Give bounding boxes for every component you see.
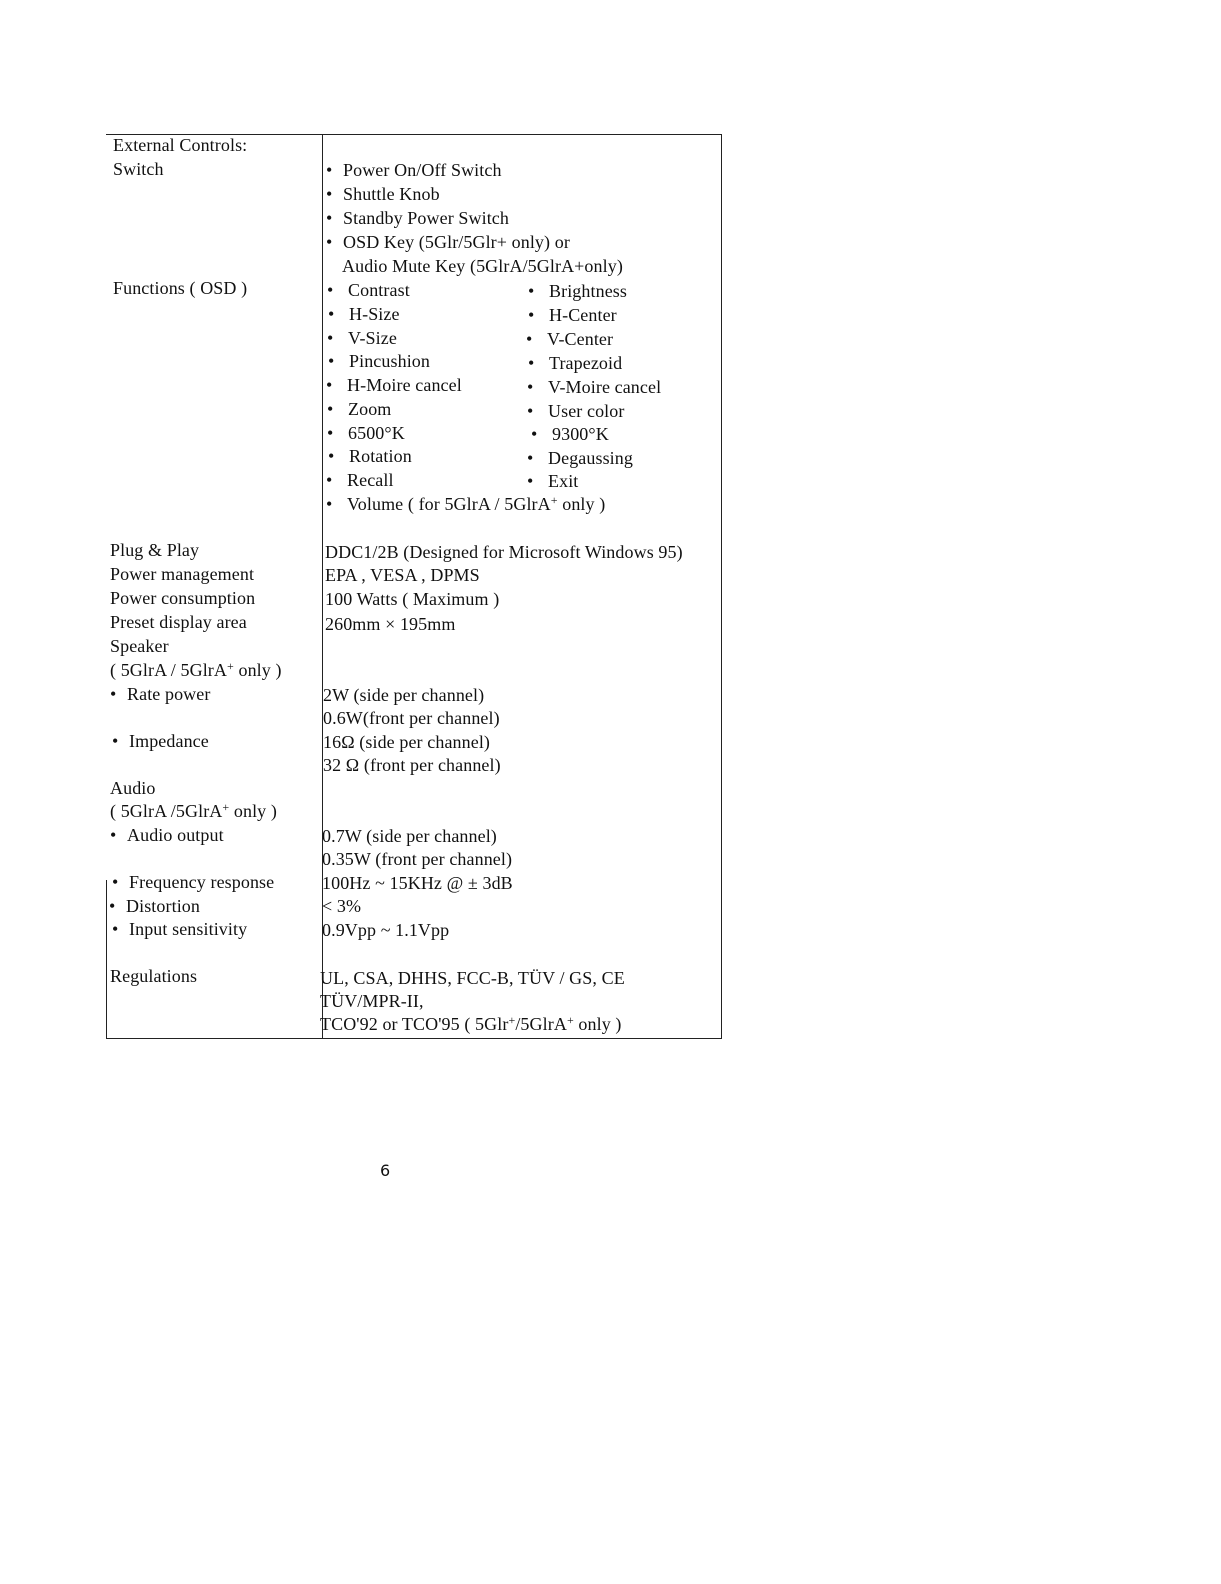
label-speaker: Speaker: [110, 636, 169, 656]
label-switch: Switch: [113, 159, 164, 179]
osd-item: • Recall: [347, 469, 394, 491]
regulations-model-text: /5GlrA: [515, 1014, 567, 1034]
switch-item: • Shuttle Knob: [343, 183, 440, 205]
label-audio: Audio: [110, 778, 156, 798]
value-rate-power-front: 0.6W(front per channel): [323, 708, 500, 728]
audio-note-plus: +: [222, 800, 230, 814]
value-audio-output-front: 0.35W (front per channel): [322, 849, 513, 869]
spec-table-left-border: [106, 880, 107, 1038]
switch-item: • OSD Key (5Glr/5Glr+ only) or: [343, 231, 570, 253]
value-rate-power-side: 2W (side per channel): [323, 685, 485, 705]
value-distortion: < 3%: [322, 896, 362, 916]
audio-note-tail: only ): [229, 801, 277, 821]
osd-item: • V-Center: [547, 328, 613, 350]
speaker-note-text: ( 5GlrA / 5GlrA: [110, 660, 227, 680]
page-number: 6: [380, 1161, 391, 1180]
osd-item: • H-Center: [549, 304, 617, 326]
osd-item: • V-Moire cancel: [548, 376, 661, 398]
regulations-tco-text: TCO'92 or TCO'95 ( 5Glr: [320, 1014, 509, 1034]
audio-note-text: ( 5GlrA /5GlrA: [110, 801, 223, 821]
value-regulations-line3: [320, 1013, 622, 1035]
osd-item: • Contrast: [348, 279, 410, 301]
speaker-note-tail: only ): [233, 660, 282, 680]
value-plug-play: DDC1/2B (Designed for Microsoft Windows 95): [325, 542, 683, 562]
osd-item: • Pincushion: [349, 350, 430, 372]
speaker-note-plus: +: [227, 659, 234, 673]
switch-item-continued: Audio Mute Key (5GlrA/5GlrA+only): [342, 256, 623, 276]
value-regulations-line1: UL, CSA, DHHS, FCC-B, TÜV / GS, CE: [320, 968, 625, 988]
regulations-plus-1: +: [508, 1013, 516, 1027]
osd-volume-plus: +: [550, 493, 558, 507]
osd-item-volume: [347, 493, 605, 515]
label-power-management: Power management: [110, 564, 255, 584]
label-preset-display-area: Preset display area: [110, 612, 247, 632]
osd-item: • Zoom: [348, 398, 391, 420]
osd-item: • 6500°K: [348, 422, 405, 444]
label-external-controls: External Controls:: [113, 135, 248, 155]
label-frequency-response: • Frequency response: [129, 871, 274, 893]
value-frequency-response: 100Hz ~ 15KHz @ ± 3dB: [322, 873, 513, 893]
osd-item: • Rotation: [349, 445, 412, 467]
value-regulations-line2: TÜV/MPR-II,: [320, 991, 424, 1011]
osd-item: • Trapezoid: [549, 352, 622, 374]
label-regulations: Regulations: [110, 966, 198, 986]
label-functions-osd: Functions ( OSD ): [113, 278, 248, 298]
label-speaker-note: [110, 659, 282, 681]
label-input-sensitivity: • Input sensitivity: [129, 918, 247, 940]
osd-item: • V-Size: [348, 327, 397, 349]
label-rate-power: • Rate power: [127, 683, 210, 705]
regulations-tail: only ): [573, 1014, 622, 1034]
osd-volume-tail: only ): [557, 494, 606, 514]
value-power-management: EPA , VESA , DPMS: [325, 565, 480, 585]
osd-item: • H-Moire cancel: [347, 374, 462, 396]
osd-item: • H-Size: [349, 303, 400, 325]
value-input-sensitivity: 0.9Vpp ~ 1.1Vpp: [322, 920, 450, 940]
value-power-consumption: 100 Watts ( Maximum ): [325, 589, 500, 609]
switch-item: • Standby Power Switch: [343, 207, 509, 229]
osd-item: • User color: [548, 400, 624, 422]
switch-item: • Power On/Off Switch: [343, 159, 502, 181]
osd-item: • 9300°K: [552, 423, 609, 445]
osd-volume-text: Volume ( for 5GlrA / 5GlrA: [347, 494, 551, 514]
osd-item: • Degaussing: [548, 447, 633, 469]
label-audio-output: • Audio output: [127, 824, 224, 846]
regulations-plus-2: +: [566, 1013, 574, 1027]
osd-item: • Brightness: [549, 280, 627, 302]
label-power-consumption: Power consumption: [110, 588, 256, 608]
label-plug-play: Plug & Play: [110, 540, 200, 560]
value-audio-output-side: 0.7W (side per channel): [322, 826, 497, 846]
value-preset-display-area: 260mm × 195mm: [325, 614, 456, 634]
label-distortion: • Distortion: [126, 895, 200, 917]
value-impedance-front: 32 Ω (front per channel): [323, 755, 501, 775]
osd-item: • Exit: [548, 470, 578, 492]
value-impedance-side: 16Ω (side per channel): [323, 732, 491, 752]
label-audio-note: [110, 800, 277, 822]
label-impedance: • Impedance: [129, 730, 209, 752]
